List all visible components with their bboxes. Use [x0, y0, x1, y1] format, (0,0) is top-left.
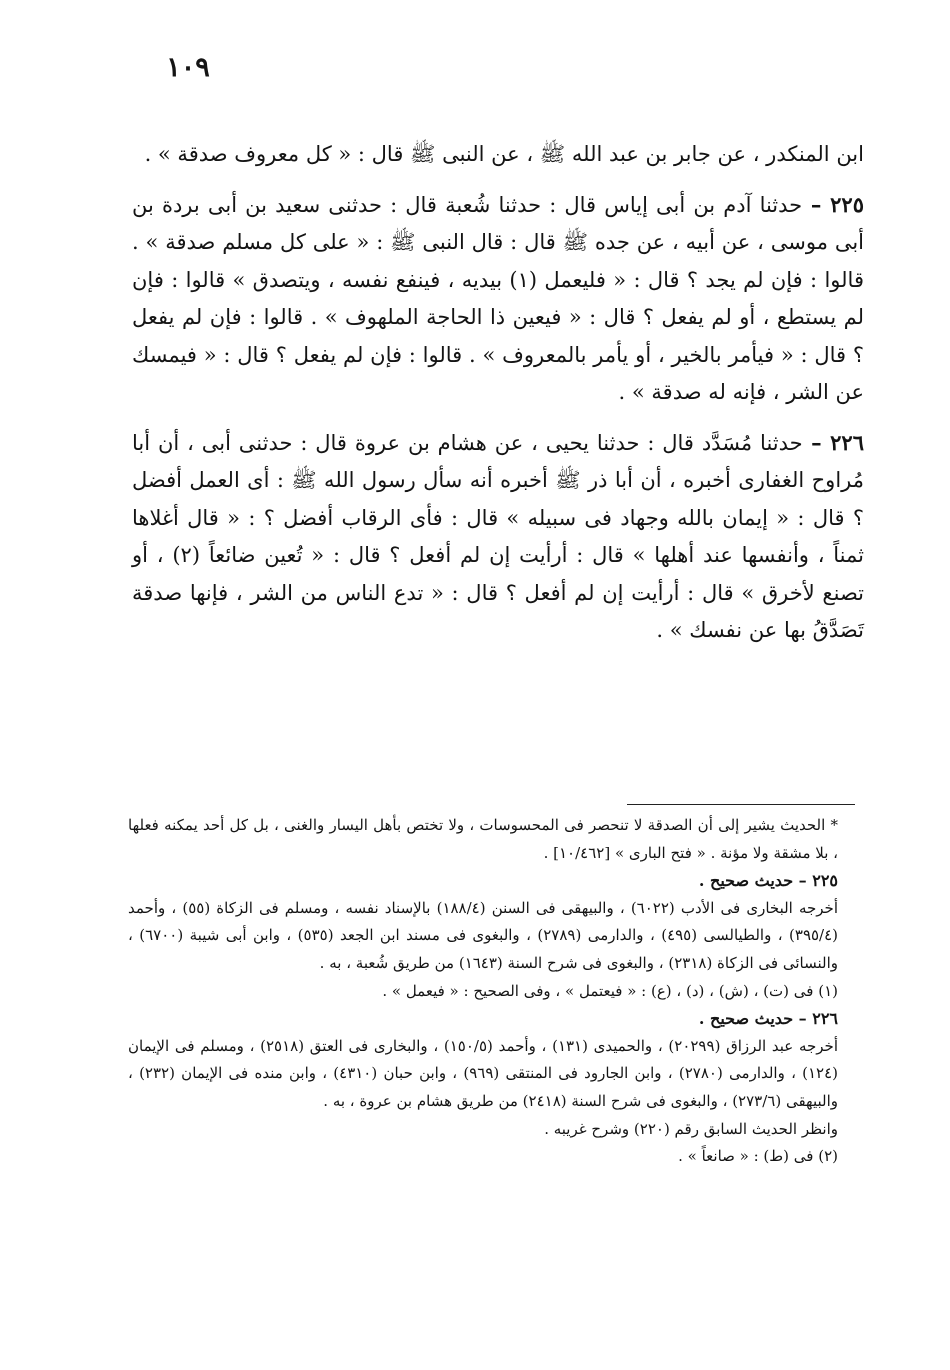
hadith-number: ٢٢٥ – [802, 191, 864, 217]
continuation-paragraph: ابن المنكدر ، عن جابر بن عبد الله ﷺ ، عن النبى ﷺ قال : « كل معروف صدقة » . [144, 142, 864, 166]
takhrij-note: أخرجه عبد الرزاق (٢٠٢٩٩) ، والحميدى (١٣١) ، وأحمد (١٥٠/٥) ، والبخارى فى العتق (٢٥١٨) ، ومسلم فى الإيمان (١٢٤) ، والدارمى (٢٧٨٠) ، وابن الجارود فى المنتقى (٩٦٩) ، وابن حبان (٤٣١٠) ، وابن منده فى الإيمان (٢٣٢) ، والبيهقى (٢٧٣/٦) ، والبغوى فى شرح السنة (٢٤١٨) من طريق هشام بن عروة ، به . [128, 1036, 839, 1110]
grading-heading: ٢٢٦ – حديث صحيح . [698, 1009, 838, 1029]
hadith-number: ٢٢٦ – [802, 429, 864, 455]
page-number: ١٠٩ [166, 52, 210, 83]
variant-footnote: (١) فى (ت) ، (ش) ، (د) ، (ع) : « فيعتمل » ، وفى الصحيح : « فيعمل » . [382, 981, 838, 1000]
hadith-text: حدثنا آدم بن أبى إياس قال : حدثنا شُعبة قال : حدثنى سعيد بن أبى بردة بن أبى موسى ، عن أبيه ، عن جده ﷺ قال : قال النبى ﷺ : « على كل مسلم صدقة » . قالوا : فإن لم يجد ؟ قال : « فليعمل (١) بيديه ، فينفع نفسه ، ويتصدق » قالوا : فإن لم يستطع ، أو لم يفعل ؟ قال : « فيعين ذا الحاجة الملهوف » . قالوا : فإن لم يفعل ؟ قال : « فيأمر بالخير ، أو يأمر بالمعروف » . قالوا : فإن لم يفعل ؟ قال : « فيمسك عن الشر ، فإنه له صدقة » . [132, 192, 864, 404]
grading-heading: ٢٢٥ – حديث صحيح . [698, 871, 838, 891]
hadith-226 [132, 424, 864, 650]
hadith-225 [132, 186, 864, 412]
main-text [132, 136, 864, 650]
hadith-text: حدثنا مُسَدَّد قال : حدثنا يحيى ، عن هشام بن عروة قال : حدثنى أبى ، أن أبا مُراوح الغفارى أخبره ، أن أبا ذر ﷺ أخبره أنه سأل رسول الله ﷺ : أى العمل أفضل ؟ قال : « إيمان بالله وجهاد فى سبيله » قال : فأى الرقاب أفضل ؟ : « قال أغلاها ثمناً ، وأنفسها عند أهلها » قال : أرأيت إن لم أفعل ؟ قال : « تُعين ضائعاً (٢) ، أو تصنع لأخرق » قال : أرأيت إن لم أفعل ؟ قال : « تدع الناس من الشر ، فإنها صدقة تَصَدَّقُ بها عن نفسك » . [132, 430, 865, 642]
variant-footnote: (٢) فى (ط) : « صانعاً » . [678, 1147, 838, 1166]
cross-reference-note: وانظر الحديث السابق رقم (٢٢٠) وشرح غريبه . [544, 1119, 838, 1138]
commentary-note: * الحديث يشير إلى أن الصدقة لا تنحصر فى المحسوسات ، ولا تختص بأهل اليسار والغنى ، بل كل أحد يمكنه فعلها ، بلا مشقة ولا مؤنة . « فتح البارى » [١٠/٤٦٢] . [128, 816, 838, 862]
footnotes [128, 812, 856, 1171]
footnote-divider [627, 804, 855, 805]
takhrij-note: أخرجه البخارى فى الأدب (٦٠٢٢) ، والبيهقى فى السنن (١٨٨/٤) بالإسناد نفسه ، ومسلم فى الزكاة (٥٥) ، وأحمد (٣٩٥/٤) ، والطيالسى (٤٩٥) ، والدارمى (٢٧٨٩) ، والبغوى فى مسند ابن الجعد (٥٣٥) ، وابن أبى شيبة (٦٧٠٠) ، والنسائى فى الزكاة (٢٣١٨) ، والبغوى فى شرح السنة (١٦٤٣) من طريق شُعبة ، به . [128, 898, 839, 972]
